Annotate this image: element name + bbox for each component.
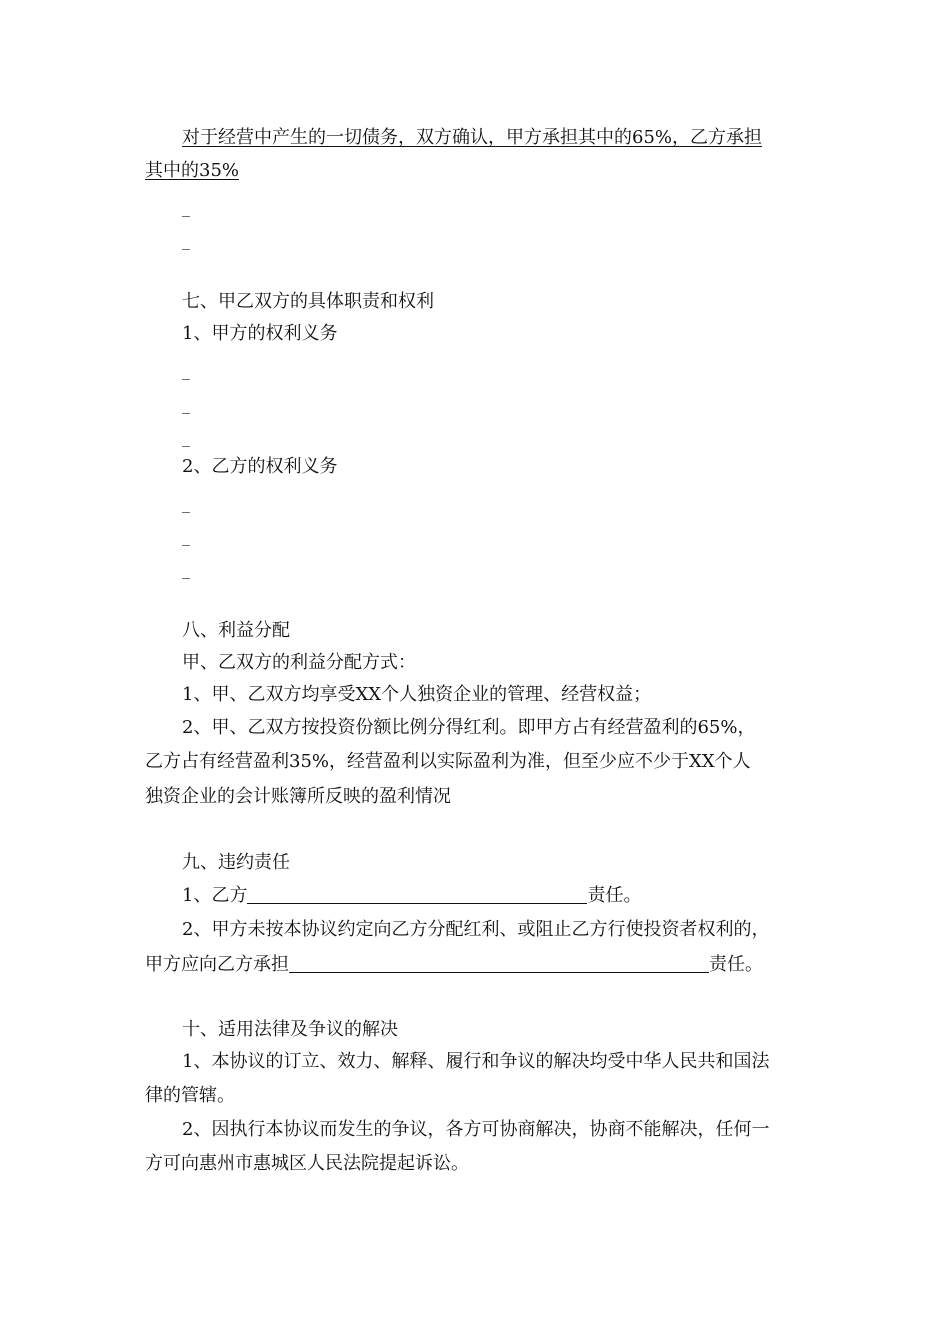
liability-clause-2-line-1: 2、甲方未按本协议约定向乙方分配红利、或阻止乙方行使投资者权利的，	[182, 919, 770, 940]
liability-clause-1	[182, 884, 641, 908]
law-clause-1-line-2: 律的管辖。	[145, 1085, 235, 1106]
section-8-heading: 八、利益分配	[182, 620, 290, 641]
liability-clause-1-suffix: 责任。	[587, 885, 642, 906]
blank-line: _	[182, 527, 190, 546]
law-clause-1-line-1: 1、本协议的订立、效力、解释、履行和争议的解决均受中华人民共和国法	[182, 1051, 770, 1072]
law-clause-2-line-2: 方可向惠州市惠城区人民法院提起诉讼。	[145, 1153, 469, 1174]
debt-clause-line-2: 其中的35%	[145, 160, 240, 181]
blank-line: _	[182, 428, 190, 447]
section-10-heading: 十、适用法律及争议的解决	[182, 1019, 398, 1040]
blank-line: _	[182, 231, 190, 250]
liability-clause-2-prefix: 甲方应向乙方承担	[145, 954, 289, 975]
profit-clause-2-line-2: 乙方占有经营盈利35%，经营盈利以实际盈利为准，但至少应不少于XX个人	[145, 751, 751, 772]
section-7-heading: 七、甲乙双方的具体职责和权利	[182, 291, 434, 312]
blank-line: _	[182, 395, 190, 414]
law-clause-2-line-1: 2、因执行本协议而发生的争议，各方可协商解决，协商不能解决，任何一	[182, 1119, 770, 1140]
fill-in-blank	[289, 954, 709, 973]
debt-clause-line-1: 对于经营中产生的一切债务，双方确认，甲方承担其中的65%，乙方承担	[182, 127, 763, 148]
blank-line: _	[182, 198, 190, 217]
section-9-heading: 九、违约责任	[182, 852, 290, 873]
liability-clause-2-line-2	[145, 953, 763, 977]
blank-line: _	[182, 560, 190, 579]
profit-clause-1: 1、甲、乙双方均享受XX个人独资企业的管理、经营权益；	[182, 684, 652, 705]
blank-line: _	[182, 494, 190, 513]
profit-clause-2-line-1: 2、甲、乙双方按投资份额比例分得红利。即甲方占有经营盈利的65%，	[182, 717, 756, 738]
liability-clause-1-prefix: 1、乙方	[182, 885, 248, 906]
liability-clause-2-suffix: 责任。	[709, 954, 763, 975]
fill-in-blank	[247, 885, 587, 904]
blank-line: _	[182, 361, 190, 380]
profit-distribution-intro: 甲、乙双方的利益分配方式：	[182, 652, 416, 673]
profit-clause-2-line-3: 独资企业的会计账簿所反映的盈利情况	[145, 786, 451, 807]
party-a-rights-heading: 1、甲方的权利义务	[182, 323, 338, 344]
party-b-rights-heading: 2、乙方的权利义务	[182, 456, 338, 477]
